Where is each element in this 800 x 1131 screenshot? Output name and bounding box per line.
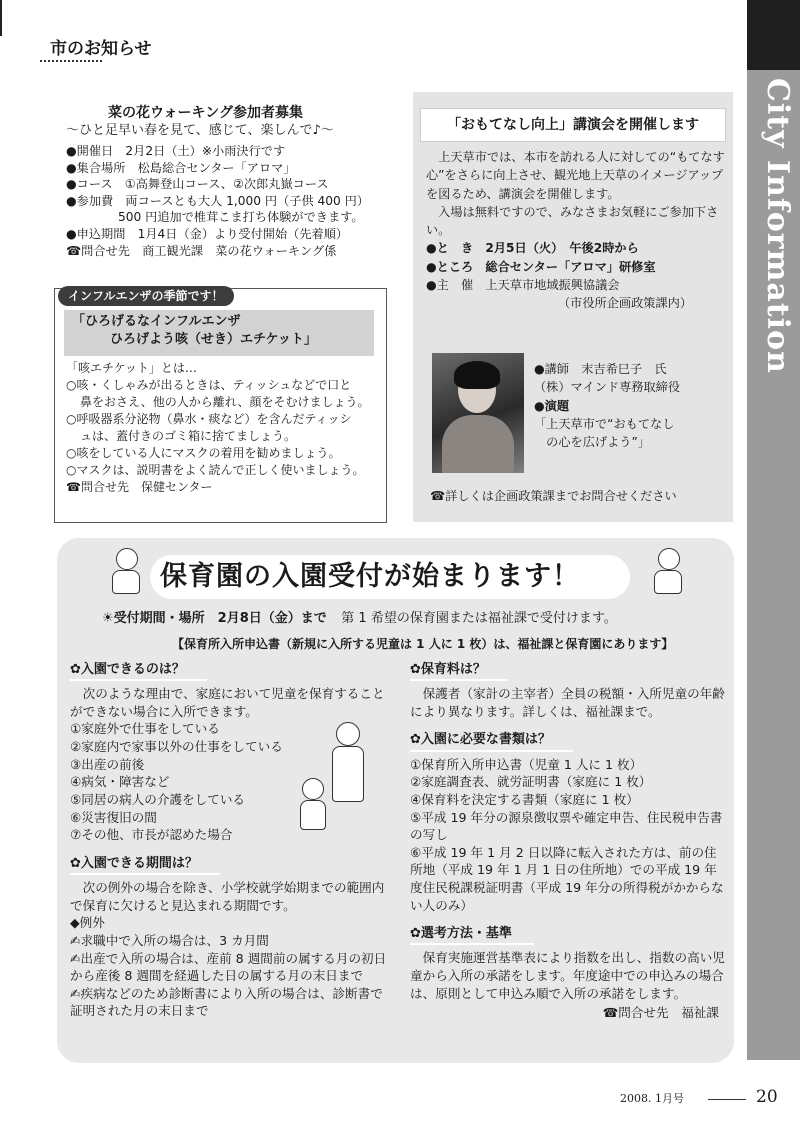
eligibility-item: ⑥災害復旧の間 bbox=[70, 809, 157, 825]
walking-meeting-place: ●集合場所 松島総合センター「アロマ」 bbox=[66, 160, 296, 175]
lecture-theme-label: ●演題 bbox=[534, 398, 570, 413]
period-exception: ✍求職中で入所の場合は、3 カ月間 bbox=[70, 932, 269, 948]
walking-fee-extra: 500 円追加で椎茸こま打ち体験ができます。 bbox=[118, 210, 364, 225]
lecture-when: ●と き 2月5日（火） 午後2時から bbox=[426, 241, 639, 256]
footer-rule bbox=[708, 1099, 746, 1100]
lecture-theme: の心を広げよう”」 bbox=[534, 435, 651, 450]
title-underline bbox=[40, 60, 102, 62]
lecture-title: 「おもてなし向上」講演会を開催します bbox=[420, 108, 726, 142]
nursery-period-label: ☀受付期間・場所 2月8日（金）まで bbox=[102, 611, 327, 626]
document-item: ⑤平成 19 年分の源泉徴収票や確定申告、住民税申告書の写し bbox=[410, 809, 723, 843]
page-number: 20 bbox=[756, 1087, 778, 1107]
lecturer-info bbox=[534, 360, 729, 451]
eligibility-item: ①家庭外で仕事をしている bbox=[70, 721, 220, 737]
nursery-period bbox=[102, 610, 617, 628]
lecturer-photo bbox=[432, 353, 524, 473]
lecture-paragraph: 入場は無料ですので、みなさまお気軽にご参加下さい。 bbox=[426, 204, 719, 238]
document-item: ④保育料を決定する書類（家庭に 1 枚） bbox=[410, 791, 639, 807]
lecture-host-sub: （市役所企画政策課内） bbox=[558, 296, 693, 311]
nursery-right-column bbox=[410, 660, 725, 1022]
document-item: ②家庭調査表、就労証明書（家庭に 1 枚） bbox=[410, 774, 652, 790]
flu-body bbox=[66, 360, 384, 496]
child-illustration-left bbox=[104, 548, 148, 600]
eligibility-item: ③出産の前後 bbox=[70, 756, 145, 772]
walking-subtitle: 〜ひと足早い春を見て、感じて、楽しんで♪〜 bbox=[66, 123, 334, 138]
period-intro: 次の例外の場合を除き、小学校就学始期までの範囲内で保育に欠けると見込まれる期間です。 bbox=[70, 880, 385, 913]
flu-line: ュは、蓋付きのゴミ箱に捨てましょう。 bbox=[80, 429, 297, 444]
walking-title: 菜の花ウォーキング参加者募集 bbox=[108, 105, 304, 121]
flu-headline-1: 「ひろげるなインフルエンザ bbox=[72, 314, 241, 329]
section-title: 市のお知らせ bbox=[50, 39, 152, 59]
nursery-contact: ☎問合せ先 福祉課 bbox=[602, 1005, 719, 1021]
family-illustration bbox=[292, 722, 382, 840]
lecture-contact: ☎詳しくは企画政策課までお問合せください bbox=[430, 489, 677, 503]
flu-line: 鼻をおさえ、他の人から離れ、顔をそむけましょう。 bbox=[80, 395, 370, 410]
nursery-period-text: 第 1 希望の保育園または福祉課で受付けます。 bbox=[341, 611, 617, 626]
nursery-note: 【保育所入所申込書（新規に入所する児童は 1 人に 1 枚）は、福祉課と保育園にあります】 bbox=[172, 637, 674, 651]
flu-line: ○マスクは、説明書をよく読んで正しく使いましょう。 bbox=[66, 463, 365, 478]
lecture-host: ●主 催 上天草市地域振興協議会 bbox=[426, 278, 620, 293]
side-band-label: City Information bbox=[760, 78, 795, 374]
eligibility-item: ④病気・障害など bbox=[70, 774, 170, 790]
eligibility-item: ⑦その他、市長が認めた場合 bbox=[70, 827, 233, 843]
side-band-top bbox=[747, 0, 800, 70]
selection-text: 保育実施運営基準表により指数を出し、指数の高い児童から入所の承諾をします。年度途中での申込みの場合は、原則として申込み順で入所の承諾をします。 bbox=[410, 950, 725, 1001]
walking-fee: ●参加費 両コースとも大人 1,000 円（子供 400 円） bbox=[66, 193, 370, 208]
walking-date: ●開催日 2月2日（土）※小雨決行です bbox=[66, 144, 286, 158]
selection-heading: ✿選考方法・基準 bbox=[410, 925, 534, 945]
period-exception: ✍疾病などのため診断書により入所の場合は、診断書で証明された月の末日まで bbox=[70, 985, 383, 1019]
nursery-title: 保育園の入園受付が始まります！ bbox=[160, 561, 580, 592]
flu-line: ○呼吸器系分泌物（鼻水・痰など）を含んだティッシ bbox=[66, 412, 352, 427]
flu-line: ○咳をしている人にマスクの着用を勧めましょう。 bbox=[66, 446, 341, 461]
nursery-left-column bbox=[70, 660, 395, 1020]
lecture-paragraph: 上天草市では、本市を訪れる人に対しての“もてなす心”をさらに向上させ、観光地上天草のイメージアップを図るため、講演会を開催します。 bbox=[426, 150, 725, 201]
flu-line: 「咳エチケット」とは… bbox=[66, 361, 197, 375]
lecturer-org: （株）マインド専務取締役 bbox=[534, 380, 681, 395]
flu-line: ○咳・くしゃみが出るときは、ティッシュなどで口と bbox=[66, 378, 352, 393]
eligibility-item: ②家庭内で家事以外の仕事をしている bbox=[70, 739, 283, 755]
document-item: ⑥平成 19 年 1 月 2 日以降に転入された方は、前の住所地（平成 19 年 1 月 1 日の住所地）での平成 19 年度住民税課税証明書（平成 19 年分の所得税がかからない人のみ） bbox=[410, 844, 724, 913]
period-heading: ✿入園できる期間は？ bbox=[70, 855, 220, 875]
fee-text: 保護者（家計の主宰者）全員の税額・入所児童の年齢により異なります。詳しくは、福祉課まで。 bbox=[410, 686, 725, 719]
child-illustration-right bbox=[646, 548, 690, 600]
flu-tab: インフルエンザの季節です！ bbox=[58, 286, 234, 306]
documents-heading: ✿入園に必要な書類は？ bbox=[410, 731, 573, 751]
walking-application: ●申込期間 1月4日（金）より受付開始（先着順） bbox=[66, 226, 349, 241]
flu-contact: ☎問合せ先 保健センター bbox=[66, 480, 213, 495]
corner-mark bbox=[0, 0, 2, 36]
walking-course: ●コース ①高舞登山コース、②次郎丸嶽コース bbox=[66, 177, 329, 192]
flu-headline bbox=[64, 310, 374, 356]
walking-details bbox=[66, 143, 396, 259]
issue-label: 2008. 1月号 bbox=[620, 1092, 684, 1105]
eligibility-item: ⑤同居の病人の介護をしている bbox=[70, 791, 246, 807]
flu-headline-2: ひろげよう咳（せき）エチケット」 bbox=[110, 331, 317, 347]
lecture-theme: 「上天草市で“おもてなし bbox=[534, 416, 675, 431]
lecture-where: ●ところ 総合センター「アロマ」研修室 bbox=[426, 259, 656, 274]
document-item: ①保育所入所申込書（児童 1 人に 1 枚） bbox=[410, 756, 643, 772]
period-exception-label: ◆例外 bbox=[70, 915, 105, 931]
walking-contact: ☎問合せ先 商工観光課 菜の花ウォーキング係 bbox=[66, 243, 337, 258]
period-exception: ✍出産で入所の場合は、産前 8 週間前の属する月の初日から産後 8 週間を経過した日の属する月の末日まで bbox=[70, 950, 387, 984]
fee-heading: ✿保育料は？ bbox=[410, 661, 508, 681]
lecturer-name: ●講師 末吉希巳子 氏 bbox=[534, 362, 667, 376]
eligibility-intro: 次のような理由で、家庭において児童を保育することができない場合に入所できます。 bbox=[70, 686, 385, 719]
lecture-details bbox=[426, 148, 726, 313]
eligibility-heading: ✿入園できるのは？ bbox=[70, 661, 207, 681]
